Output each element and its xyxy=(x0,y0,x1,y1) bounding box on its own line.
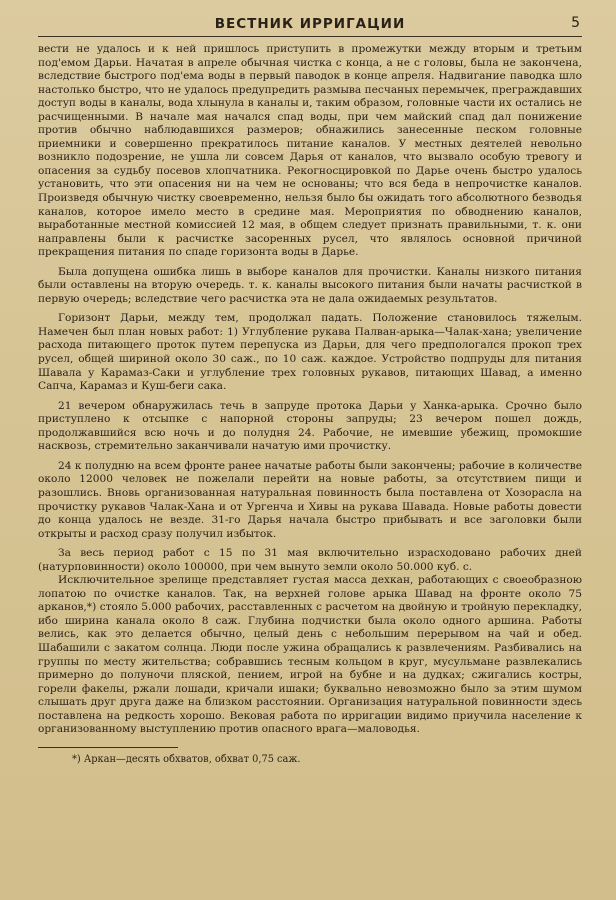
paragraph: Была допущена ошибка лишь в выборе каналов для прочистки. Каналы низкого питания были оставлены на вторую очередь. т. к. каналы высокого питания были начаты расчисткой в первую очередь; вследствие чего расчистка эта не дала ожидаемых результатов. xyxy=(38,265,582,305)
paragraph: За весь период работ с 15 по 31 мая включительно израсходовано рабочих дней (натурповинности) около 100000, при чем вынуто земли около 50.000 куб. с. xyxy=(38,547,582,573)
footnote-divider xyxy=(38,747,178,748)
paragraph: вести не удалось и к ней пришлось приступить в промежутки между вторым и третьим под'емом Дарьи. Начатая в апреле обычная чистка с конца, а не с головы, была не закончена, вследствие быстрого под'ема воды в первый паводок в конце апреля. Надвигание паводка шло настолько быстро, что не удалось предупредить размыва песчаных перемычек, преграждавших доступ воды в каналы, вода хлынула в каналы и, таким образом, головные части их остались не расчищенными. В начале мая начался спад воды, при чем майский спад дал понижение против обычно наблюдавшихся размеров; обнажились занесенные песком головные приемники и совершенно прекратилось питание каналов. У местных деятелей невольно возникло подозрение, не ушла ли совсем Дарья от каналов, что вызвало особую тревогу и опасения за судьбу посевов хлопчатника. Рекогносцировкой по Дарье очень быстро удалось установить, что эти опасения ни на чем не основаны; что вся беда в непрочистке каналов. Произведя обычную чистку своевременно, нельзя было бы ожидать того абсолютного безводья каналов, которое имело место в средине мая. Мероприятия по обводнению каналов, выработанные местной комиссией 12 мая, в общем следует признать правильными, т. к. они направлены были к расчистке засоренных русел, что являлось основной причиной прекращения питания по спаде горизонта воды в Дарье. xyxy=(38,43,582,259)
paragraph: Исключительное зрелище представляет густая масса дехкан, работающих с своеобразною лопатою по очистке каналов. Так, на верхней голове арыка Шавад на фронте около 75 арканов,*) стояло 5.000 рабочих, расставленных с расчетом на двойную и тройную перекладку, ибо ширина канала около 8 саж. Глубина подчистки была около одного аршина. Работы велись, как это делается обычно, целый день с небольшим перерывом на чай и обед. Шабашили с закатом солнца. Люди после ужина обращались к развлечениям. Разбивались на группы по месту жительства; собравшись тесным кольцом в круг, мусульмане развлекались примерно до полуночи пляской, пением, игрой на бубне и на дудках; сжигались костры, горели факелы, ржали лошади, кричали ишаки; буквально невозможно было за этим шумом слышать друг друга даже на близком расстоянии. Организация натуральной повинности здесь поставлена на редкость хорошо. Вековая работа по ирригации видимо приучила население к организованному выступлению против опасного врага—маловодья. xyxy=(38,574,582,736)
paragraph: Горизонт Дарьи, между тем, продолжал падать. Положение становилось тяжелым. Намечен был план новых работ: 1) Углубление рукава Палван-арыка—Чалак-хана; увеличение расхода питающего проток путем перепуска из Дарьи, для чего предпологался прокоп трех русел, общей шириной около 30 саж., по 10 саж. каждое. Устройство подпруды для питания Шавала у Карамаз-Саки и углубление трех головных рукавов, питающих Шавад, а именно Сапча, Карамаз и Куш-беги сака. xyxy=(38,312,582,393)
article-body xyxy=(38,43,582,737)
paragraph: 24 к полудню на всем фронте ранее начатые работы были закончены; рабочие в количестве около 12000 человек не пожелали перейти на новые работы, за отсутствием пищи и разошлись. Вновь организованная натуральная повинность была поставлена от Хозорасла на прочистку рукавов Чалак-Хана и от Ургенча и Хивы на рукава Шавада. Новые работы довести до конца удалось не везде. 31-го Дарья начала быстро прибывать и все заголовки были открыты и расход сразу получил избыток. xyxy=(38,459,582,540)
journal-title: ВЕСТНИК ИРРИГАЦИИ xyxy=(214,16,406,32)
paragraph: 21 вечером обнаружилась течь в запруде протока Дарьи у Ханка-арыка. Срочно было приступлено к отсыпке с напорной стороны запруды; 23 вечером пошел дождь, продолжавшийся всю ночь и до полудня 24. Рабочие, не имевшие убежищ, промокшие насквозь, стремительно заканчивали начатую ими прочистку. xyxy=(38,399,582,453)
page-number: 5 xyxy=(571,15,580,31)
footnote: *) Аркан—десять обхватов, обхват 0,75 саж. xyxy=(72,753,301,765)
running-header xyxy=(38,14,582,37)
